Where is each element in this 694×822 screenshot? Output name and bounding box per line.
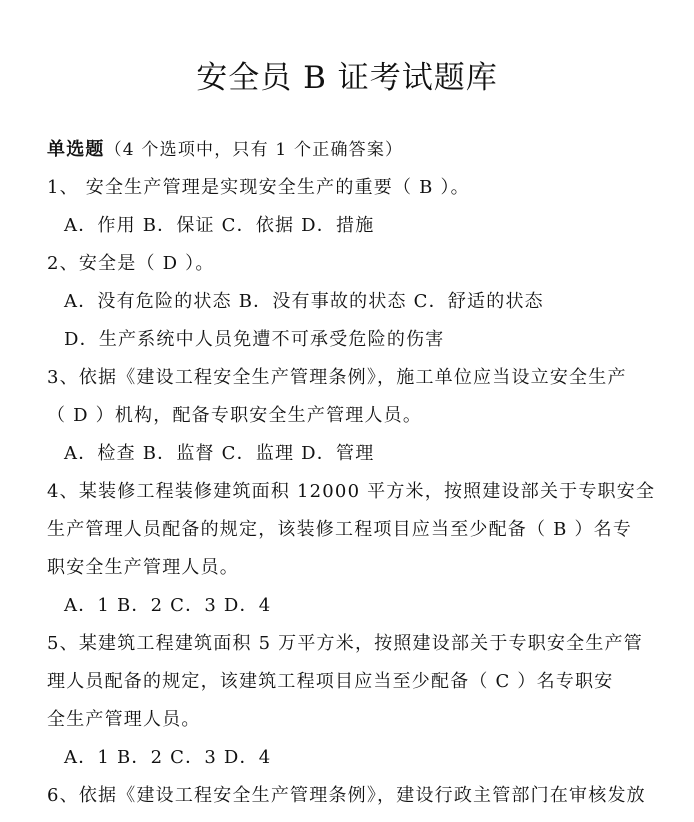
question-2-options-line-2: D．生产系统中人员免遭不可承受危险的伤害 (64, 329, 445, 350)
question-1: 1、 安全生产管理是实现安全生产的重要（ B ）。 (47, 177, 470, 198)
question-6-line-1: 6、依据《建设工程安全生产管理条例》，建设行政主管部门在审核发放 (47, 785, 646, 806)
question-3-options: A．检查 B．监督 C．监理 D．管理 (64, 443, 375, 464)
question-3-line-1: 3、依据《建设工程安全生产管理条例》，施工单位应当设立安全生产 (47, 367, 627, 388)
question-4-line-3: 职安全生产管理人员。 (47, 557, 239, 578)
page-title: 安全员 B 证考试题库 (196, 60, 498, 96)
section-heading-row (47, 139, 403, 161)
question-4-options: A．1 B．2 C．3 D．4 (64, 595, 272, 616)
question-2-options-line-1: A．没有危险的状态 B．没有事故的状态 C．舒适的状态 (64, 291, 544, 312)
question-3-line-2: （ D ）机构，配备专职安全生产管理人员。 (47, 405, 423, 426)
question-4-line-2: 生产管理人员配备的规定，该装修工程项目应当至少配备（ B ）名专 (47, 519, 633, 540)
section-subtitle: （4 个选项中，只有 1 个正确答案） (104, 140, 404, 160)
question-1-options: A．作用 B．保证 C．依据 D．措施 (64, 215, 375, 236)
question-5-line-1: 5、某建筑工程建筑面积 5 万平方米，按照建设部关于专职安全生产管 (47, 633, 643, 654)
question-5-options: A．1 B．2 C．3 D．4 (64, 747, 272, 768)
question-5-line-2: 理人员配备的规定，该建筑工程项目应当至少配备（ C ）名专职安 (47, 671, 614, 692)
question-5-line-3: 全生产管理人员。 (47, 709, 201, 730)
question-4-line-1: 4、某装修工程装修建筑面积 12000 平方米，按照建设部关于专职安全 (47, 481, 656, 502)
question-2: 2、安全是（ D ）。 (47, 253, 215, 274)
section-heading: 单选题 (47, 139, 105, 160)
